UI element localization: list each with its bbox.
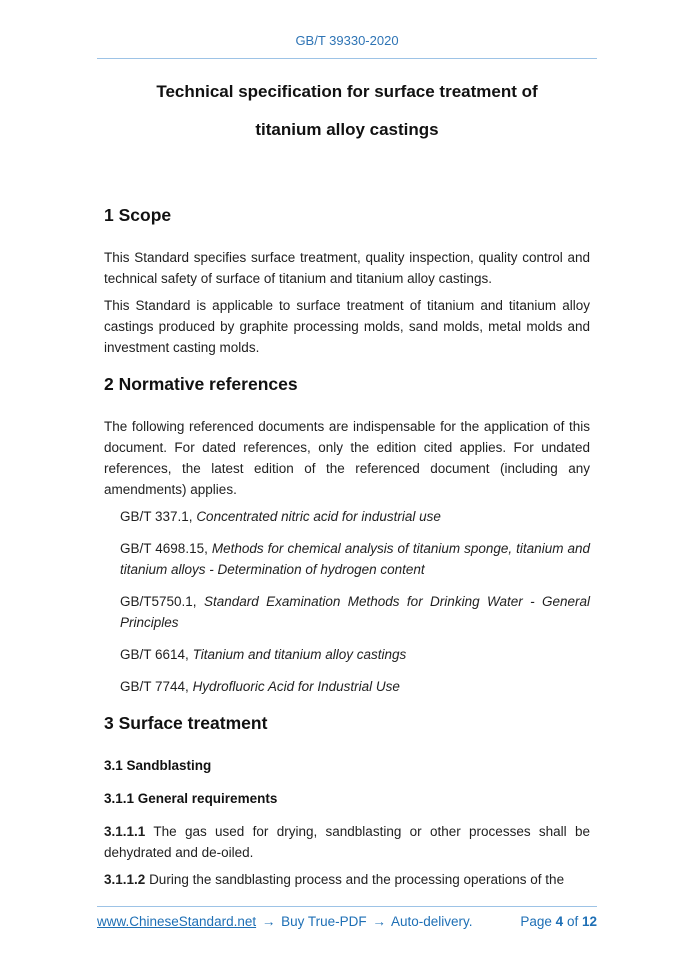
clause-number: 3.1.1.1 (104, 824, 146, 839)
reference-code: GB/T 4698.15, (120, 541, 208, 556)
reference-item (120, 591, 590, 633)
page-header (104, 33, 590, 59)
document-title-line2: titanium alloy castings (255, 120, 439, 139)
scope-paragraph-1: This Standard specifies surface treatment, quality inspection, quality control and technical safety of surface of titanium and titanium alloy castings. (104, 250, 590, 286)
clause-3-1-1-2 (104, 869, 590, 890)
footer-links (97, 913, 472, 931)
page-current: 4 (555, 914, 564, 929)
subsection-heading-general-requirements: 3.1.1 General requirements (104, 791, 278, 806)
document-title (104, 73, 590, 149)
section-heading-surface-treatment: 3 Surface treatment (104, 713, 268, 733)
reference-code: GB/T 337.1, (120, 509, 193, 524)
section-heading-scope: 1 Scope (104, 205, 172, 225)
standard-code: GB/T 39330-2020 (295, 33, 399, 48)
of-label: of (566, 914, 579, 929)
clause-3-1-1-1 (104, 821, 590, 863)
reference-item (120, 506, 590, 527)
page-label: Page (520, 914, 552, 929)
reference-title: Methods for chemical analysis of titanium sponge, titanium and titanium alloys - Determination of hydrogen content (120, 541, 590, 577)
reference-title: Hydrofluoric Acid for Industrial Use (192, 679, 400, 694)
clause-text: The gas used for drying, sandblasting or other processes shall be dehydrated and de-oiled. (104, 824, 590, 860)
reference-title: Concentrated nitric acid for industrial use (196, 509, 441, 524)
header-divider (97, 58, 597, 59)
reference-code: GB/T 6614, (120, 647, 189, 662)
reference-code: GB/T 7744, (120, 679, 189, 694)
scope-paragraph-2: This Standard is applicable to surface treatment of titanium and titanium alloy castings produced by graphite processing molds, sand molds, metal molds and investment casting molds. (104, 298, 590, 355)
reference-title: Titanium and titanium alloy castings (192, 647, 407, 662)
section-heading-normative-references: 2 Normative references (104, 374, 298, 394)
reference-item (120, 538, 590, 580)
footer-buy-text: Buy True-PDF (281, 914, 367, 929)
reference-code: GB/T5750.1, (120, 594, 197, 609)
page-total: 12 (581, 914, 597, 929)
page-footer (97, 906, 597, 931)
normative-intro-paragraph: The following referenced documents are indispensable for the application of this document. For dated references, only the edition cited applies. For undated references, the latest edition of the referenced document (including any amendments) applies. (104, 419, 590, 497)
reference-item (120, 644, 590, 665)
reference-title: Standard Examination Methods for Drinking Water - General Principles (120, 594, 590, 630)
clause-number: 3.1.1.2 (104, 872, 146, 887)
footer-delivery-text: Auto-delivery. (390, 914, 473, 929)
page-indicator (520, 913, 597, 931)
site-link[interactable]: www.ChineseStandard.net (97, 914, 257, 929)
reference-item (120, 676, 590, 697)
subsection-heading-sandblasting: 3.1 Sandblasting (104, 758, 212, 773)
document-title-line1: Technical specification for surface treatment of (156, 82, 538, 101)
arrow-right-icon: → (261, 914, 276, 929)
reference-list (104, 506, 590, 697)
clause-text: During the sandblasting process and the processing operations of the (149, 872, 565, 887)
arrow-right-icon: → (372, 914, 386, 929)
